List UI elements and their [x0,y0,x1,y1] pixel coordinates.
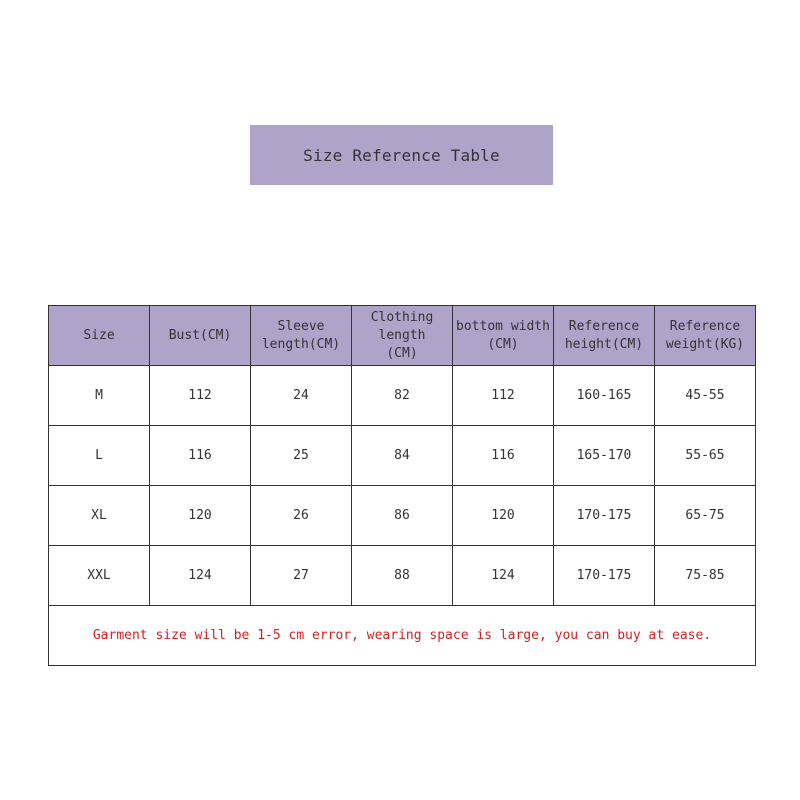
cell-sleeve-length: 24 [251,366,352,426]
header-size: Size [49,306,150,366]
header-reference-weight: Reference weight(KG) [655,306,756,366]
page-title: Size Reference Table [303,145,500,165]
table-row [49,366,756,426]
cell-clothing-length: 82 [352,366,453,426]
cell-size: M [49,366,150,426]
cell-bottom-width: 120 [453,486,554,546]
table-row [49,546,756,606]
cell-size: XL [49,486,150,546]
cell-size: L [49,426,150,486]
header-bust: Bust(CM) [150,306,251,366]
cell-clothing-length: 88 [352,546,453,606]
cell-reference-weight: 45-55 [655,366,756,426]
cell-reference-height: 170-175 [554,546,655,606]
cell-reference-weight: 55-65 [655,426,756,486]
cell-bottom-width: 124 [453,546,554,606]
cell-sleeve-length: 25 [251,426,352,486]
header-reference-height: Reference height(CM) [554,306,655,366]
cell-clothing-length: 84 [352,426,453,486]
table-row [49,426,756,486]
note-row [49,606,756,666]
size-reference-table [48,305,756,666]
cell-reference-weight: 75-85 [655,546,756,606]
cell-sleeve-length: 27 [251,546,352,606]
cell-sleeve-length: 26 [251,486,352,546]
cell-bust: 116 [150,426,251,486]
header-clothing-length: Clothing length (CM) [352,306,453,366]
cell-bust: 120 [150,486,251,546]
cell-bust: 124 [150,546,251,606]
cell-reference-weight: 65-75 [655,486,756,546]
header-sleeve-length: Sleeve length(CM) [251,306,352,366]
table-header-row [49,306,756,366]
cell-reference-height: 160-165 [554,366,655,426]
cell-reference-height: 170-175 [554,486,655,546]
cell-bottom-width: 112 [453,366,554,426]
cell-size: XXL [49,546,150,606]
table-row [49,486,756,546]
cell-clothing-length: 86 [352,486,453,546]
cell-reference-height: 165-170 [554,426,655,486]
cell-bottom-width: 116 [453,426,554,486]
header-bottom-width: bottom width (CM) [453,306,554,366]
title-banner [250,125,553,185]
cell-bust: 112 [150,366,251,426]
size-error-note: Garment size will be 1-5 cm error, wearing space is large, you can buy at ease. [49,606,756,666]
